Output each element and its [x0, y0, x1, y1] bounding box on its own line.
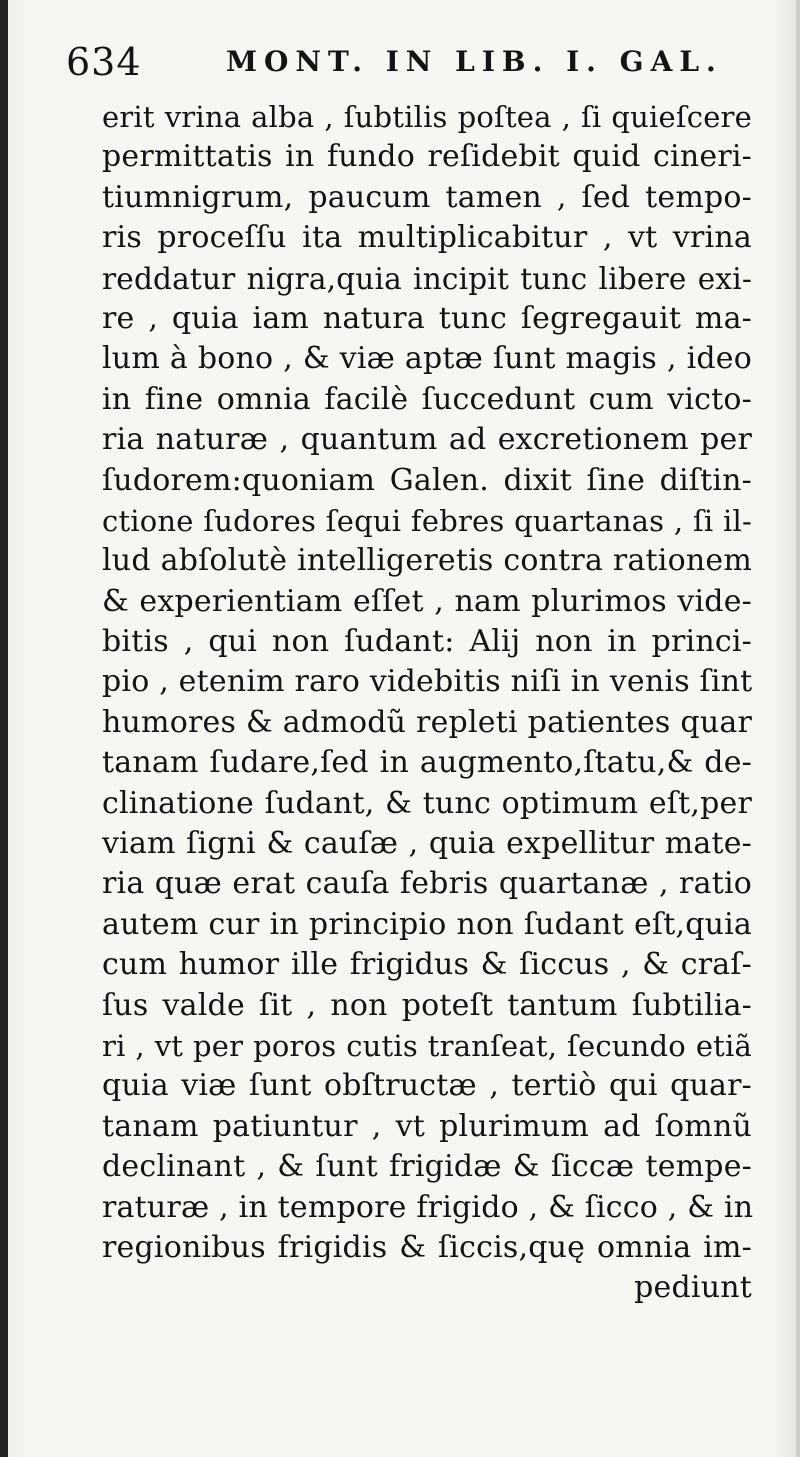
text-line: ſus valde ſit , non poteſt tantum ſubtilia- — [102, 987, 752, 1023]
text-line: ris proceſſu ita multiplicabitur , vt vrina — [102, 220, 752, 256]
text-line: autem cur in principio non ſudant eſt,quia — [102, 906, 752, 942]
text-line: declinant , & ſunt frigidæ & ſiccæ tempe- — [102, 1149, 752, 1185]
text-line: tiumnigrum, paucum tamen , ſed tempo- — [102, 179, 752, 215]
text-line: lum à bono , & viæ aptæ ſunt magis , ideo — [102, 341, 752, 377]
text-line: ri , vt per poros cutis tranſeat, ſecundo etiã — [102, 1028, 752, 1063]
body-text — [102, 97, 752, 1309]
running-head: MONT. IN LIB. I. GAL. — [226, 45, 723, 78]
text-line: ria naturæ , quantum ad excretionem per — [102, 422, 752, 458]
text-line: ctione ſudores ſequi febres quartanas , ſi il- — [102, 503, 752, 538]
scan-right-edge — [796, 0, 800, 1457]
text-line: regionibus frigidis & ſiccis,quę omnia im- — [102, 1229, 752, 1265]
text-line: permittatis in fundo reſidebit quid cineri- — [102, 139, 752, 175]
text-line: tanam patiuntur , vt plurimum ad ſomnũ — [102, 1108, 752, 1144]
text-line: ſudorem:quoniam Galen. dixit ſine diſtin- — [102, 462, 752, 498]
text-line: reddatur nigra,quia incipit tunc libere exi- — [102, 261, 752, 296]
text-line: quia viæ ſunt obſtructæ , tertiò qui quar- — [102, 1068, 752, 1104]
text-line: ria quæ erat cauſa febris quartanæ , ratio — [102, 866, 752, 902]
text-line: in fine omnia facilè ſuccedunt cum victo- — [102, 381, 752, 417]
text-line: & experientiam eſſet , nam plurimos vide- — [102, 583, 752, 619]
page-header — [66, 38, 726, 86]
text-line: clinatione ſudant, & tunc optimum eſt,per — [102, 785, 752, 821]
text-line: viam ſigni & cauſæ , quia expellitur mate- — [102, 826, 752, 862]
text-line: pio , etenim raro videbitis niſi in venis ſint — [102, 664, 753, 700]
text-line: cum humor ille frigidus & ſiccus , & craſ- — [102, 947, 752, 983]
text-line: tanam ſudare,ſed in augmento,ſtatu,& de- — [102, 745, 752, 781]
text-line: lud abſolutè intelligeretis contra rationem — [102, 543, 752, 579]
text-line: bitis , qui non ſudant: Alij non in princi- — [102, 624, 752, 660]
scan-left-edge — [0, 0, 8, 1457]
text-line: erit vrina alba , ſubtilis poſtea , ſi quieſcere — [102, 100, 752, 134]
text-line: raturæ , in tempore frigido , & ſicco , & in — [102, 1189, 754, 1225]
page-number: 634 — [66, 40, 142, 84]
text-line: humores & admodũ repleti patientes quar — [102, 704, 752, 740]
text-line: re , quia iam natura tunc ſegregauit ma- — [102, 300, 752, 336]
catchword: pediunt — [634, 1270, 752, 1306]
